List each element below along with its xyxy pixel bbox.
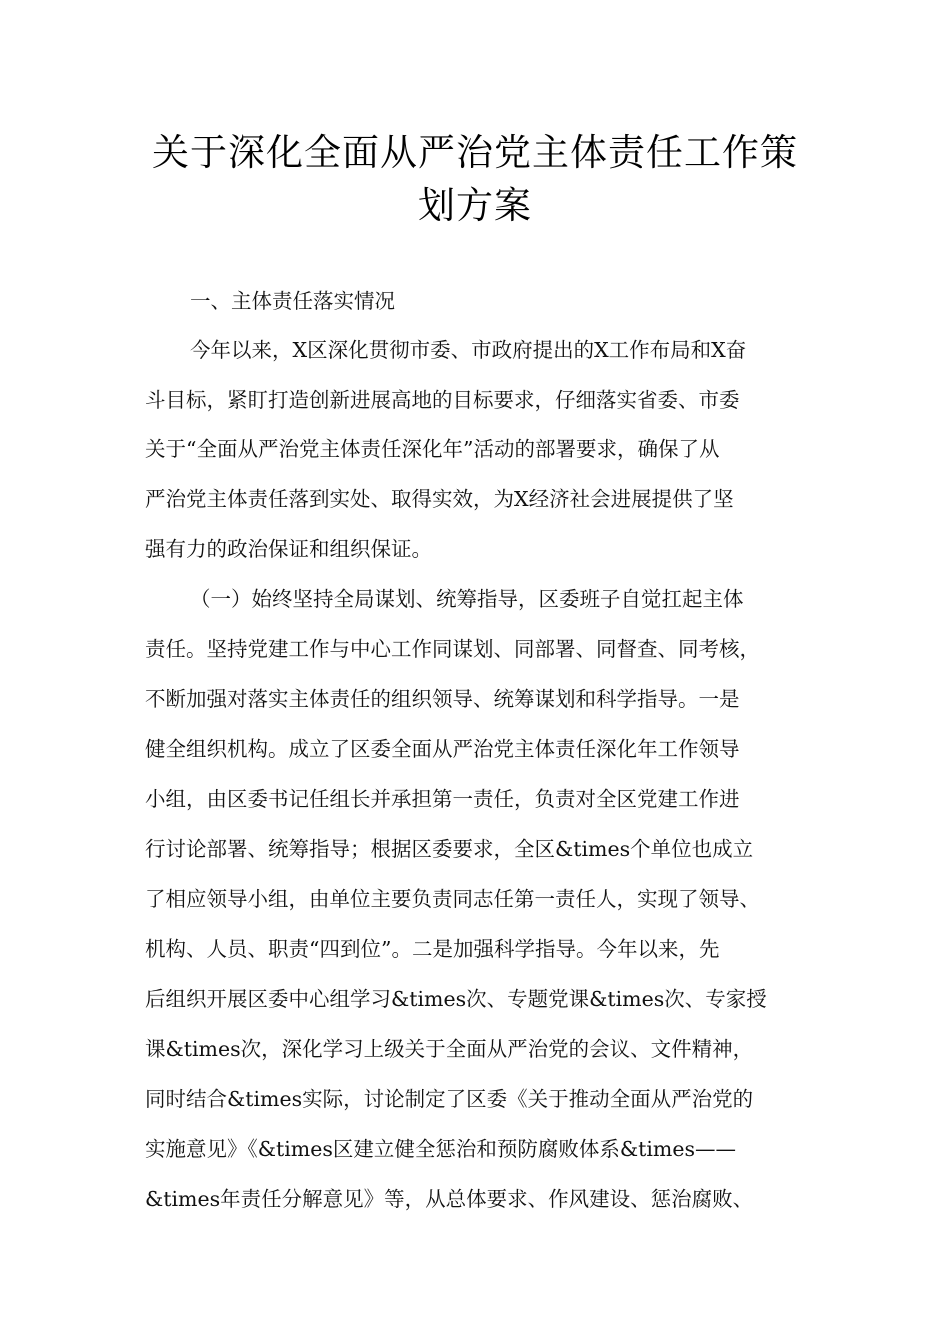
paragraph-2-line: 不断加强对落实主体责任的组织领导、统筹谋划和科学指导。一是 <box>145 687 740 711</box>
section-heading: 一、主体责任落实情况 <box>190 289 395 313</box>
paragraph-2-line: &times年责任分解意见》等，从总体要求、作风建设、惩治腐败、 <box>145 1187 754 1211</box>
paragraph-2-line: 行讨论部署、统筹指导；根据区委要求，全区&times个单位也成立 <box>145 837 754 861</box>
paragraph-1-line: 斗目标，紧盯打造创新进展高地的目标要求，仔细落实省委、市委 <box>145 388 740 412</box>
paragraph-1-line: 今年以来，X区深化贯彻市委、市政府提出的X工作布局和X奋 <box>190 338 747 362</box>
paragraph-2-line: 实施意见》《&times区建立健全惩治和预防腐败体系&times—— <box>145 1137 737 1161</box>
paragraph-2-line: （一）始终坚持全局谋划、统筹指导，区委班子自觉扛起主体 <box>190 587 744 611</box>
paragraph-1-line: 关于“全面从严治党主体责任深化年”活动的部署要求，确保了从 <box>145 437 720 461</box>
paragraph-1-line: 强有力的政治保证和组织保证。 <box>145 537 432 561</box>
paragraph-2-line: 小组，由区委书记任组长并承担第一责任，负责对全区党建工作进 <box>145 787 740 811</box>
paragraph-2-line: 后组织开展区委中心组学习&times次、专题党课&times次、专家授 <box>145 987 767 1011</box>
document-title-line-2: 划方案 <box>418 184 532 227</box>
paragraph-1-line: 严治党主体责任落到实处、取得实效，为X经济社会进展提供了坚 <box>145 487 734 511</box>
paragraph-2-line: 责任。坚持党建工作与中心工作同谋划、同部署、同督查、同考核， <box>145 637 760 661</box>
document-title-line-1: 关于深化全面从严治党主体责任工作策 <box>152 131 798 174</box>
paragraph-2-line: 健全组织机构。成立了区委全面从严治党主体责任深化年工作领导 <box>145 737 740 761</box>
paragraph-2-line: 课&times次，深化学习上级关于全面从严治党的会议、文件精神， <box>145 1037 754 1061</box>
paragraph-2-line: 同时结合&times实际，讨论制定了区委《关于推动全面从严治党的 <box>145 1087 754 1111</box>
paragraph-2-line: 机构、人员、职责“四到位”。二是加强科学指导。今年以来，先 <box>145 937 720 961</box>
paragraph-2-line: 了相应领导小组，由单位主要负责同志任第一责任人，实现了领导、 <box>145 887 760 911</box>
